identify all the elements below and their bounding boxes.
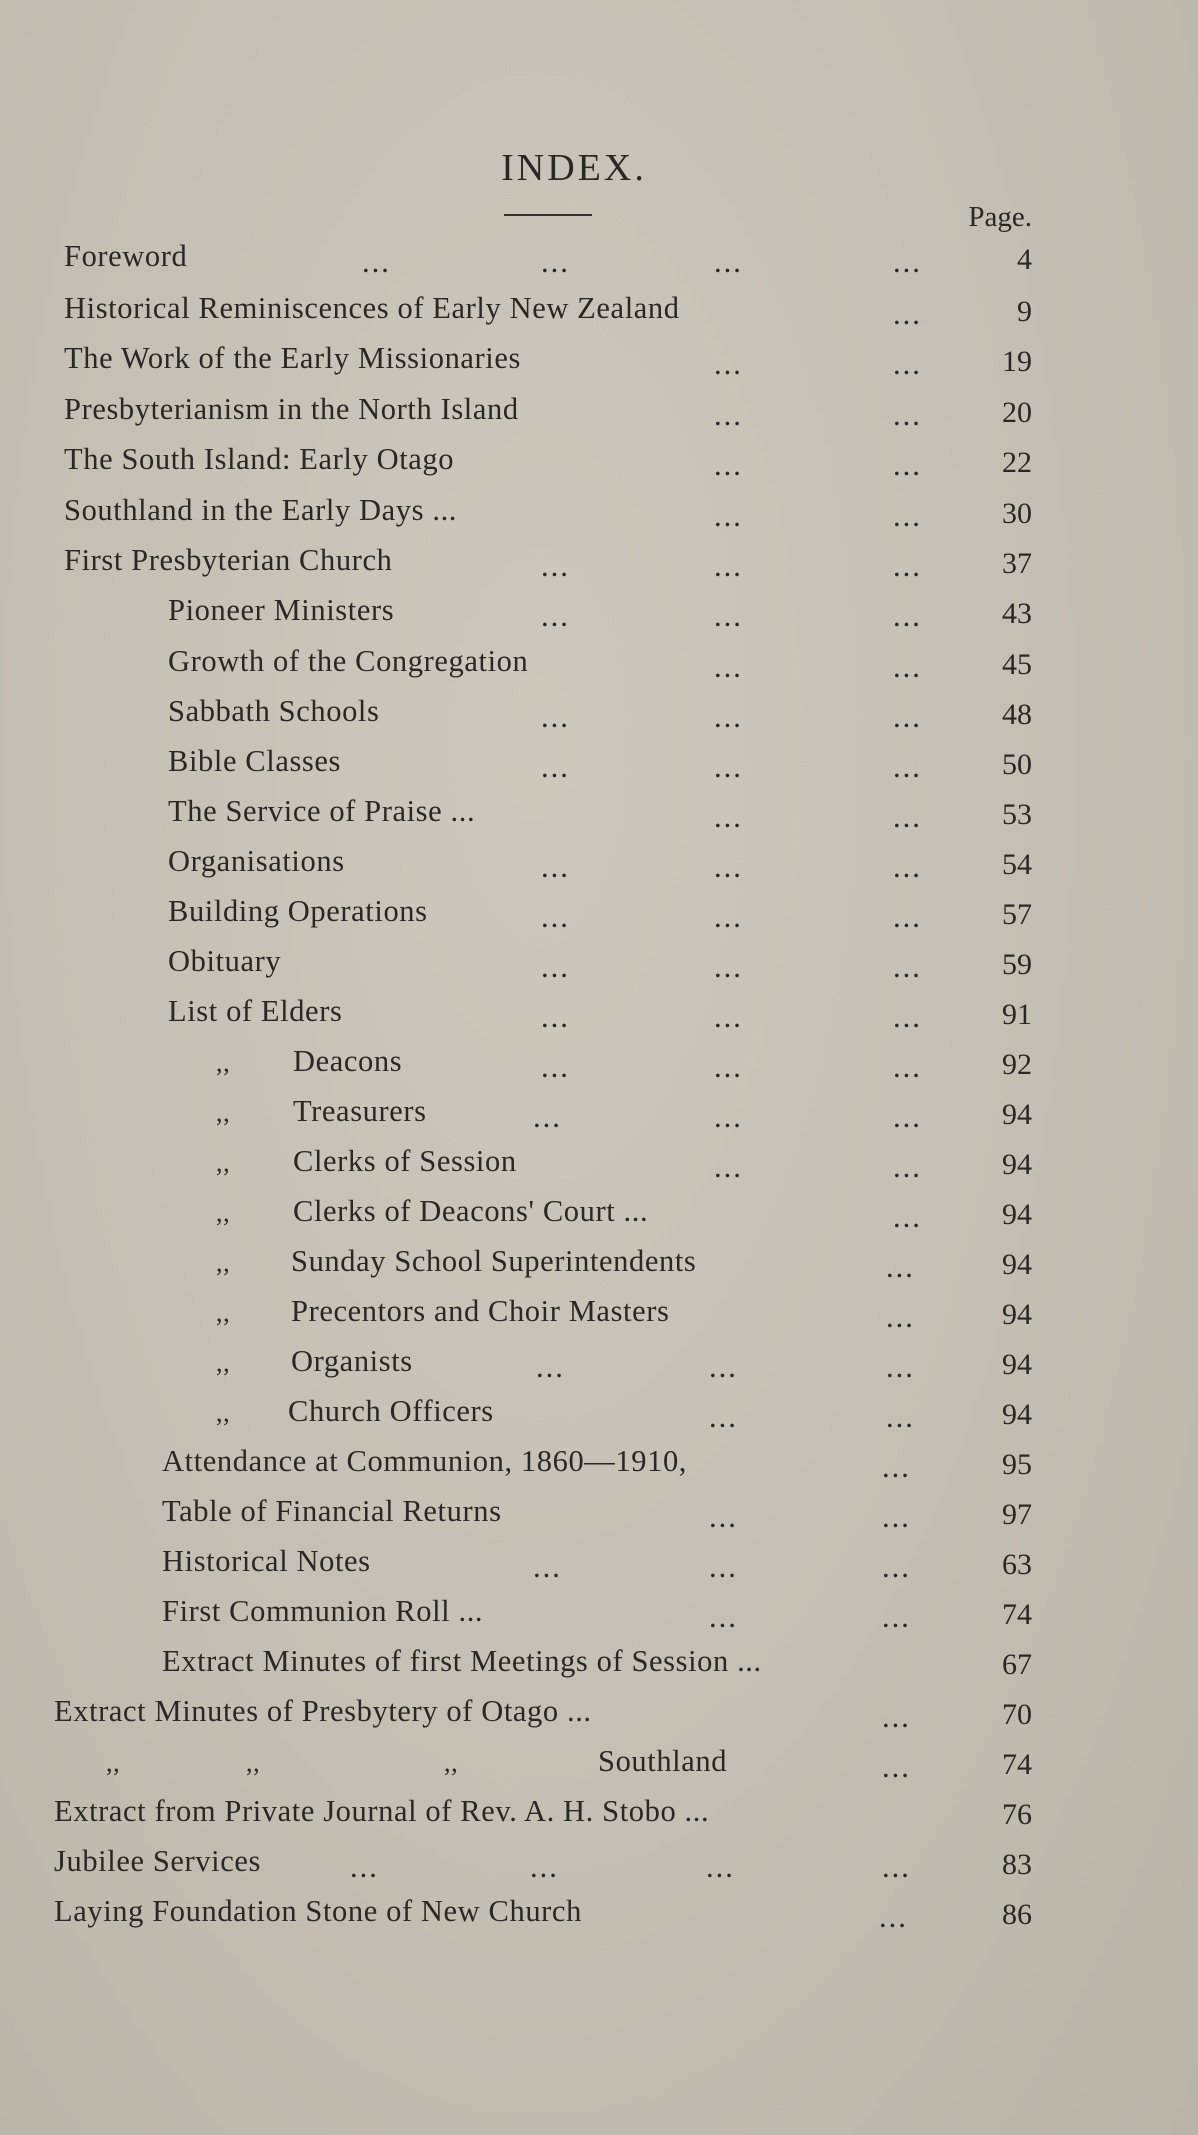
index-entry (0, 239, 1198, 289)
index-entry (0, 442, 1198, 492)
entry-title: Organisations (168, 844, 345, 878)
ditto-mark: ,, (216, 1198, 231, 1227)
index-entry (0, 543, 1198, 593)
entry-page: 67 (1002, 1648, 1032, 1681)
entry-page: 19 (1002, 345, 1032, 378)
dot-leader: ... (893, 1100, 922, 1134)
entry-title: Southland in the Early Days ... (64, 493, 458, 527)
dot-leader: ... (882, 1500, 911, 1534)
entry-title: First Presbyterian Church (64, 543, 393, 577)
index-entry (0, 744, 1198, 794)
entry-title: Table of Financial Returns (162, 1494, 502, 1528)
entry-page: 94 (1002, 1148, 1032, 1181)
dot-leader: ... (893, 800, 922, 834)
dot-leader: ... (893, 1150, 922, 1184)
ditto-mark: ,, (246, 1748, 261, 1777)
index-title: INDEX. (501, 147, 647, 189)
entry-page: 91 (1002, 998, 1032, 1031)
entry-page: 63 (1002, 1548, 1032, 1581)
dot-leader: ... (882, 1750, 911, 1784)
dot-leader: ... (709, 1550, 738, 1584)
dot-leader: ... (893, 650, 922, 684)
dot-leader: ... (541, 599, 570, 633)
page-column-heading: Page. (968, 201, 1032, 233)
dot-leader: ... (536, 1350, 565, 1384)
dot-leader: ... (350, 1850, 379, 1884)
ditto-mark: ,, (216, 1398, 231, 1427)
entry-page: 54 (1002, 848, 1032, 881)
dot-leader: ... (706, 1850, 735, 1884)
entry-title: Presbyterianism in the North Island (64, 392, 519, 426)
dot-leader: ... (893, 599, 922, 633)
dot-leader: ... (541, 950, 570, 984)
ditto-mark: ,, (216, 1348, 231, 1377)
dot-leader: ... (541, 1050, 570, 1084)
dot-leader: ... (714, 950, 743, 984)
dot-leader: ... (893, 950, 922, 984)
ditto-mark: ,, (444, 1748, 459, 1777)
entry-title: Clerks of Deacons' Court ... (293, 1194, 649, 1228)
dot-leader: ... (714, 750, 743, 784)
dot-leader: ... (879, 1900, 908, 1934)
dot-leader: ... (893, 245, 922, 279)
index-entry (0, 1394, 1198, 1444)
entry-title: Growth of the Congregation (168, 644, 529, 678)
entry-page: 4 (1017, 243, 1032, 276)
entry-title: Jubilee Services (54, 1844, 261, 1878)
entry-title: Attendance at Communion, 1860—1910, (162, 1444, 688, 1478)
entry-page: 9 (1017, 295, 1032, 328)
entry-page: 86 (1002, 1898, 1032, 1931)
dot-leader: ... (714, 900, 743, 934)
entry-page: 57 (1002, 898, 1032, 931)
entry-title: Precentors and Choir Masters (291, 1294, 670, 1328)
index-entry (0, 1744, 1198, 1794)
index-entry (0, 1844, 1198, 1894)
entry-page: 97 (1002, 1498, 1032, 1531)
entry-title: The Service of Praise ... (168, 794, 476, 828)
index-entry (0, 894, 1198, 944)
entry-page: 48 (1002, 698, 1032, 731)
entry-page: 43 (1002, 597, 1032, 630)
dot-leader: ... (533, 1550, 562, 1584)
dot-leader: ... (893, 297, 922, 331)
dot-leader: ... (714, 1150, 743, 1184)
entry-page: 59 (1002, 948, 1032, 981)
entry-title: Laying Foundation Stone of New Church (54, 1894, 582, 1928)
entry-title: List of Elders (168, 994, 343, 1028)
dot-leader: ... (541, 1000, 570, 1034)
index-entry (0, 994, 1198, 1044)
dot-leader: ... (893, 1000, 922, 1034)
dot-leader: ... (533, 1100, 562, 1134)
entry-page: 50 (1002, 748, 1032, 781)
index-entry (0, 1594, 1198, 1644)
entry-page: 30 (1002, 497, 1032, 530)
ditto-mark: ,, (216, 1048, 231, 1077)
ditto-mark: ,, (216, 1148, 231, 1177)
index-entry (0, 392, 1198, 442)
entry-page: 22 (1002, 446, 1032, 479)
dot-leader: ... (709, 1600, 738, 1634)
dot-leader: ... (541, 750, 570, 784)
dot-leader: ... (893, 549, 922, 583)
dot-leader: ... (714, 850, 743, 884)
dot-leader: ... (541, 850, 570, 884)
entry-title: The Work of the Early Missionaries (64, 341, 521, 375)
dot-leader: ... (714, 1000, 743, 1034)
index-entry (0, 1144, 1198, 1194)
dot-leader: ... (882, 1450, 911, 1484)
index-entry (0, 1444, 1198, 1494)
index-entry (0, 644, 1198, 694)
dot-leader: ... (362, 245, 391, 279)
dot-leader: ... (882, 1700, 911, 1734)
dot-leader: ... (541, 700, 570, 734)
dot-leader: ... (886, 1300, 915, 1334)
entry-title: Obituary (168, 944, 282, 978)
entry-title: Sunday School Superintendents (291, 1244, 697, 1278)
entry-title: Extract Minutes of first Meetings of Session ... (162, 1644, 762, 1678)
dot-leader: ... (893, 1050, 922, 1084)
entry-page: 94 (1002, 1198, 1032, 1231)
entry-title: Church Officers (288, 1394, 494, 1428)
entry-title: Southland (598, 1744, 728, 1778)
dot-leader: ... (882, 1600, 911, 1634)
entry-title: Organists (291, 1344, 413, 1378)
dot-leader: ... (882, 1550, 911, 1584)
dot-leader: ... (541, 549, 570, 583)
dot-leader: ... (714, 549, 743, 583)
dot-leader: ... (714, 700, 743, 734)
entry-page: 83 (1002, 1848, 1032, 1881)
index-entry (0, 341, 1198, 391)
dot-leader: ... (709, 1500, 738, 1534)
dot-leader: ... (893, 1200, 922, 1234)
entry-page: 53 (1002, 798, 1032, 831)
index-entry (0, 1344, 1198, 1394)
dot-leader: ... (893, 900, 922, 934)
dot-leader: ... (886, 1400, 915, 1434)
entry-title: Historical Reminiscences of Early New Zealand (64, 291, 680, 325)
entry-page: 20 (1002, 396, 1032, 429)
index-entry (0, 944, 1198, 994)
dot-leader: ... (886, 1350, 915, 1384)
entry-title: Clerks of Session (293, 1144, 517, 1178)
index-entry (0, 1494, 1198, 1544)
dot-leader: ... (714, 800, 743, 834)
index-entry (0, 493, 1198, 543)
dot-leader: ... (714, 347, 743, 381)
dot-leader: ... (714, 650, 743, 684)
dot-leader: ... (886, 1250, 915, 1284)
index-entry (0, 694, 1198, 744)
entry-title: Foreword (64, 239, 188, 273)
entry-title: The South Island: Early Otago (64, 442, 455, 476)
index-entry (0, 794, 1198, 844)
ditto-mark: ,, (216, 1298, 231, 1327)
dot-leader: ... (714, 398, 743, 432)
entry-title: Sabbath Schools (168, 694, 380, 728)
index-entry (0, 1244, 1198, 1294)
dot-leader: ... (714, 1050, 743, 1084)
index-entry (0, 1694, 1198, 1744)
index-entry (0, 1094, 1198, 1144)
index-entry (0, 1794, 1198, 1844)
index-entry (0, 1194, 1198, 1244)
entry-page: 94 (1002, 1248, 1032, 1281)
entry-page: 94 (1002, 1298, 1032, 1331)
entry-page: 74 (1002, 1598, 1032, 1631)
entry-page: 37 (1002, 547, 1032, 580)
dot-leader: ... (541, 900, 570, 934)
dot-leader: ... (709, 1400, 738, 1434)
entry-page: 45 (1002, 648, 1032, 681)
ditto-mark: ,, (216, 1248, 231, 1277)
dot-leader: ... (541, 245, 570, 279)
dot-leader: ... (714, 499, 743, 533)
entry-title: Pioneer Ministers (168, 593, 395, 627)
index-entry (0, 844, 1198, 894)
entry-page: 94 (1002, 1348, 1032, 1381)
entry-title: First Communion Roll ... (162, 1594, 484, 1628)
ditto-mark: ,, (216, 1098, 231, 1127)
dot-leader: ... (893, 347, 922, 381)
entry-page: 70 (1002, 1698, 1032, 1731)
entry-page: 74 (1002, 1748, 1032, 1781)
dot-leader: ... (893, 398, 922, 432)
index-entry (0, 1294, 1198, 1344)
dot-leader: ... (714, 245, 743, 279)
entry-title: Extract from Private Journal of Rev. A. H. Stobo ... (54, 1794, 710, 1828)
dot-leader: ... (714, 599, 743, 633)
ditto-mark: ,, (106, 1748, 121, 1777)
index-entry (0, 1544, 1198, 1594)
index-entry (0, 1644, 1198, 1694)
entry-page: 94 (1002, 1098, 1032, 1131)
dot-leader: ... (530, 1850, 559, 1884)
index-entry (0, 593, 1198, 643)
entry-title: Treasurers (293, 1094, 427, 1128)
index-entry (0, 1894, 1198, 1944)
dot-leader: ... (893, 499, 922, 533)
entry-title: Bible Classes (168, 744, 342, 778)
entry-title: Deacons (293, 1044, 403, 1078)
entry-title: Extract Minutes of Presbytery of Otago ... (54, 1694, 592, 1728)
entry-page: 92 (1002, 1048, 1032, 1081)
dot-leader: ... (893, 750, 922, 784)
entry-title: Historical Notes (162, 1544, 371, 1578)
title-rule (504, 214, 592, 216)
dot-leader: ... (893, 850, 922, 884)
dot-leader: ... (893, 448, 922, 482)
index-entry (0, 1044, 1198, 1094)
index-entry (0, 291, 1198, 341)
dot-leader: ... (714, 448, 743, 482)
dot-leader: ... (709, 1350, 738, 1384)
dot-leader: ... (893, 700, 922, 734)
entry-page: 76 (1002, 1798, 1032, 1831)
entry-title: Building Operations (168, 894, 428, 928)
entry-page: 94 (1002, 1398, 1032, 1431)
entry-page: 95 (1002, 1448, 1032, 1481)
dot-leader: ... (714, 1100, 743, 1134)
dot-leader: ... (882, 1850, 911, 1884)
